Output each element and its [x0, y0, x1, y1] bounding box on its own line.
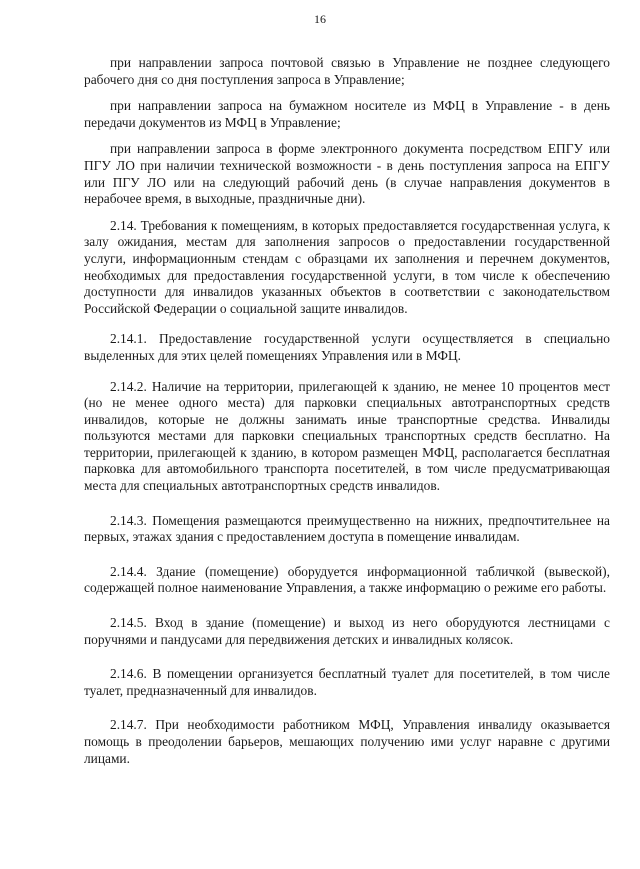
paragraph-2-14: 2.14. Требования к помещениям, в которых предоставляется государственная услуга, к залу ожидания, местам для заполнения запросов о предоставлении государственной услуги, информационным стендам с образцами их заполнения и перечнем документов, необходимых для предоставления государственной услуги, в том числе к обеспечению доступности для инвалидов указанных объектов в соответствии с законодательством Российской Федерации о социальной защите инвалидов. — [84, 217, 610, 316]
paragraph-electronic-request: при направлении запроса в форме электронного документа посредством ЕПГУ или ПГУ ЛО при наличии технической возможности - в день поступления запроса на ЕПГУ или ПГУ ЛО или на следующий рабочий день (в случае направления документов в нерабочее время, в выходные, праздничные дни). — [84, 141, 610, 207]
paragraph-paper-request: при направлении запроса на бумажном носителе из МФЦ в Управление - в день передачи документов из МФЦ в Управление; — [84, 98, 610, 130]
paragraph-2-14-1: 2.14.1. Предоставление государственной услуги осуществляется в специально выделенных для этих целей помещениях Управления или в МФЦ. — [84, 331, 610, 363]
paragraph-2-14-2: 2.14.2. Наличие на территории, прилегающей к зданию, не менее 10 процентов мест (но не менее одного места) для парковки специальных автотранспортных средств инвалидов, которые не должны занимать иные транспортные средства. Инвалиды пользуются местами для парковки специальных транспортных средств бесплатно. На территории, прилегающей к зданию, в котором размещен МФЦ, располагается бесплатная парковка для автомобильного транспорта посетителей, в том числе предусматривающая места для специальных автотранспортных средств инвалидов. — [84, 378, 610, 494]
paragraph-2-14-4: 2.14.4. Здание (помещение) оборудуется информационной табличкой (вывеской), содержащей полное наименование Управления, а также информацию о режиме его работы. — [84, 563, 610, 596]
paragraph-2-14-5: 2.14.5. Вход в здание (помещение) и выход из него оборудуются лестницами с поручнями и пандусами для передвижения детских и инвалидных колясок. — [84, 615, 610, 647]
paragraph-2-14-3: 2.14.3. Помещения размещаются преимущественно на нижних, предпочтительнее на первых, этажах здания с предоставлением доступа в помещение инвалидам. — [84, 512, 610, 545]
paragraph-2-14-6: 2.14.6. В помещении организуется бесплатный туалет для посетителей, в том числе туалет, предназначенный для инвалидов. — [84, 666, 610, 698]
document-body — [84, 55, 610, 767]
page-number: 16 — [314, 12, 326, 26]
paragraph-postal-request: при направлении запроса почтовой связью в Управление не позднее следующего рабочего дня со дня поступления запроса в Управление; — [84, 55, 610, 87]
paragraph-2-14-7: 2.14.7. При необходимости работником МФЦ, Управления инвалиду оказывается помощь в преодолении барьеров, мешающих получению ими услуг наравне с другими лицами. — [84, 717, 610, 766]
